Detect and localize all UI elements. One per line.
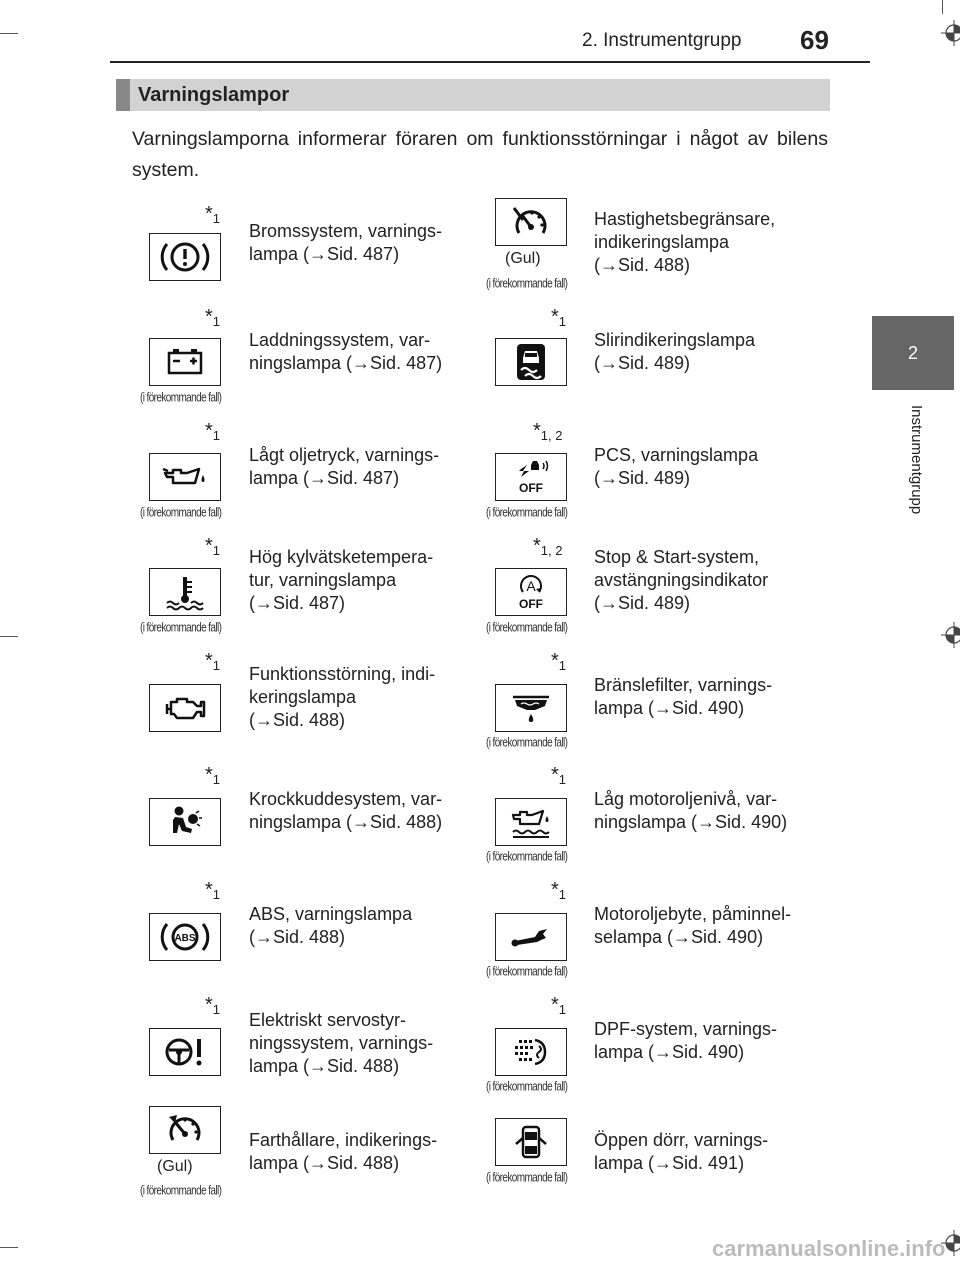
power-steering-icon (155, 1032, 215, 1072)
lamp-description: Krockkuddesystem, var- ningslampa (→Sid. 488) (249, 789, 443, 832)
dpf-system-icon (501, 1032, 561, 1072)
lamp-charging-system (149, 338, 221, 386)
lamp-speed-limiter (495, 198, 567, 246)
off-text: OFF (519, 597, 543, 611)
speed-limiter-icon (501, 202, 561, 242)
color-note: (Gul) (157, 1158, 193, 1175)
lamp-description: Funktionsstörning, indi- keringslampa (→Sid. 488) (249, 664, 436, 730)
optional-note: (i förekommande fall) (140, 1184, 222, 1199)
footnote-marker: $*_1$ (551, 764, 567, 787)
lamp-description: ABS, varningslampa (→Sid. 488) (249, 904, 413, 947)
crop-mark (0, 1247, 18, 1248)
lamp-description: Bromssystem, varnings- lampa (→Sid. 487) (249, 221, 443, 264)
lamp-coolant-temperature (149, 568, 221, 616)
footnote-marker: $*_1$ (551, 879, 567, 902)
footnote-marker: $*_{1, 2}$ (533, 535, 563, 558)
lamp-abs (149, 913, 221, 961)
lamp-fuel-filter (495, 684, 567, 732)
lamp-slip-indicator (495, 338, 567, 386)
optional-note: (i förekommande fall) (140, 621, 222, 636)
lamp-description: DPF-system, varnings- lampa (→Sid. 490) (594, 1019, 778, 1062)
crop-mark (0, 33, 18, 34)
abs-icon (155, 917, 215, 957)
brake-system-icon (155, 237, 215, 277)
chapter-tab: 2 (872, 316, 954, 390)
lamp-description: Hög kylvätsketempera- tur, varningslampa (→Sid. 487) (249, 547, 434, 613)
registration-mark-icon (941, 622, 960, 648)
lamp-dpf-system (495, 1028, 567, 1076)
lamp-open-door (495, 1118, 567, 1166)
lamp-description: Slirindikeringslampa (→Sid. 489) (594, 330, 756, 373)
watermark: carmanualsonline.info (712, 1236, 946, 1261)
registration-mark-icon (941, 20, 960, 46)
lamp-description: Hastighetsbegränsare, indikeringslampa (→Sid. 488) (594, 209, 776, 275)
lamp-description: Motoroljebyte, påminnel- selampa (→Sid. 490) (594, 904, 792, 947)
chapter-tab-label: Instrumentgrupp (908, 405, 925, 515)
optional-note: (i förekommande fall) (486, 277, 568, 292)
lamp-description: Farthållare, indikerings- lampa (→Sid. 488) (249, 1130, 438, 1173)
lamp-description: Öppen dörr, varnings- lampa (→Sid. 491) (594, 1130, 769, 1173)
low-oil-level-icon (501, 802, 561, 842)
optional-note: (i förekommande fall) (140, 506, 222, 521)
lamp-check-engine (149, 684, 221, 732)
airbag-icon (155, 802, 215, 842)
stop-start-letter: A (526, 578, 536, 594)
crop-mark (0, 636, 18, 637)
lamp-pcs (495, 453, 567, 501)
oil-change-wrench-icon (501, 917, 561, 957)
pcs-off-icon (501, 457, 561, 497)
abs-icon-text: ABS (174, 933, 196, 944)
optional-note: (i förekommande fall) (140, 391, 222, 406)
slip-indicator-icon (501, 342, 561, 382)
optional-note: (i förekommande fall) (486, 621, 568, 636)
header-rule (110, 61, 870, 63)
intro-paragraph: Varningslamporna informerar föraren om funktionsstörningar i något av bilens system. (132, 128, 828, 181)
optional-note: (i förekommande fall) (486, 506, 568, 521)
footnote-marker: $*_1$ (205, 650, 221, 673)
optional-note: (i förekommande fall) (486, 736, 568, 751)
crop-mark (942, 0, 943, 14)
optional-note: (i förekommande fall) (486, 965, 568, 980)
optional-note: (i förekommande fall) (486, 1080, 568, 1095)
off-text: OFF (519, 481, 543, 495)
section-heading: Varningslampor (116, 79, 830, 111)
footnote-marker: $*_1$ (205, 420, 221, 443)
lamp-oil-change (495, 913, 567, 961)
lamp-power-steering (149, 1028, 221, 1076)
oil-pressure-icon (155, 457, 215, 497)
page-number: 69 (800, 25, 829, 55)
lamp-airbag (149, 798, 221, 846)
footnote-marker: $*_1$ (551, 994, 567, 1017)
stop-start-off-icon (501, 572, 561, 612)
footnote-marker: $*_{1, 2}$ (533, 420, 563, 443)
footnote-marker: $*_1$ (205, 994, 221, 1017)
optional-note: (i förekommande fall) (486, 850, 568, 865)
footnote-marker: $*_1$ (205, 764, 221, 787)
lamp-description: Stop & Start-system, avstängningsindikator (→Sid. 489) (594, 547, 769, 613)
coolant-temperature-icon (155, 572, 215, 612)
footnote-marker: $*_1$ (205, 879, 221, 902)
lamp-low-oil-level (495, 798, 567, 846)
lamp-description: PCS, varningslampa (→Sid. 489) (594, 445, 759, 488)
lamp-description: Lågt oljetryck, varnings- lampa (→Sid. 487) (249, 445, 440, 488)
footnote-marker: $*_1$ (205, 203, 221, 226)
optional-note: (i förekommande fall) (486, 1171, 568, 1186)
lamp-brake-system (149, 233, 221, 281)
footnote-marker: $*_1$ (551, 650, 567, 673)
lamp-description: Låg motoroljenivå, var- ningslampa (→Sid. 490) (594, 789, 788, 832)
lamp-oil-pressure (149, 453, 221, 501)
color-note: (Gul) (505, 250, 541, 267)
fuel-filter-icon (501, 688, 561, 728)
check-engine-icon (155, 688, 215, 728)
lamp-description: Elektriskt servostyr- ningssystem, varnings- lampa (→Sid. 488) (249, 1010, 434, 1076)
chapter-title: 2. Instrumentgrupp (582, 30, 742, 51)
footnote-marker: $*_1$ (205, 306, 221, 329)
battery-icon (155, 342, 215, 382)
lamp-cruise-control (149, 1106, 221, 1154)
cruise-control-icon (155, 1110, 215, 1150)
footnote-marker: $*_1$ (205, 535, 221, 558)
footnote-marker: $*_1$ (551, 306, 567, 329)
lamp-description: Bränslefilter, varnings- lampa (→Sid. 490) (594, 675, 773, 718)
lamp-stop-start (495, 568, 567, 616)
open-door-icon (501, 1122, 561, 1162)
lamp-description: Laddningssystem, var- ningslampa (→Sid. 487) (249, 330, 443, 373)
